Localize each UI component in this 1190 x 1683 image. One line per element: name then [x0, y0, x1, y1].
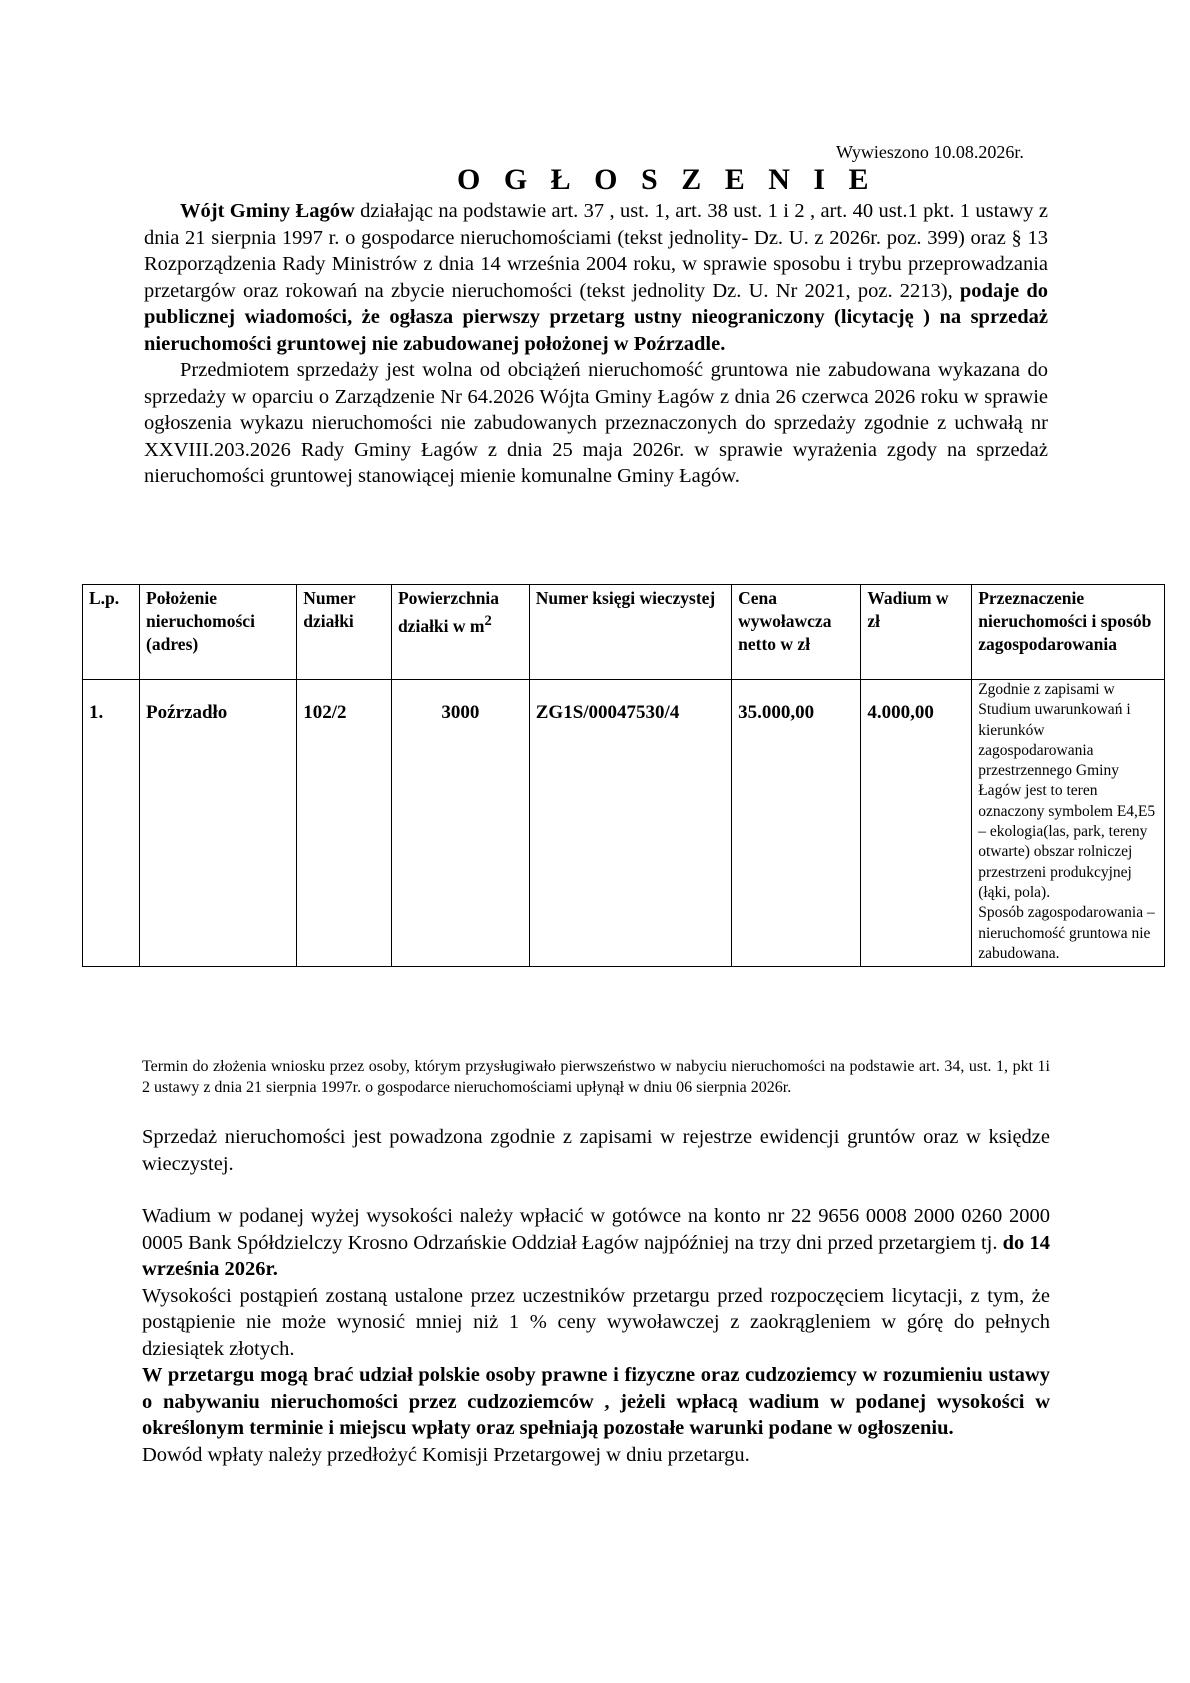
purpose-usage: Sposób zagospodarowania – nieruchomość gruntowa nie zabudowana. — [978, 904, 1155, 962]
intro-paragraph-1 — [144, 198, 1048, 357]
intro-section — [144, 198, 1048, 490]
cell-location: Poźrzadło — [140, 680, 297, 967]
terms-section — [142, 1124, 1050, 1468]
wadium-date: do 14 września 2026r. — [142, 1231, 1050, 1280]
cell-price: 35.000,00 — [732, 680, 861, 967]
header-price: Cena wywoławcza netto w zł — [732, 585, 861, 680]
cell-deposit: 4.000,00 — [861, 680, 972, 967]
header-lp: L.p. — [83, 585, 140, 680]
header-area — [391, 585, 529, 680]
header-location: Położenie nieruchomości (adres) — [140, 585, 297, 680]
header-area-label: Powierzchnia działki w m — [397, 588, 500, 636]
priority-deadline-note: Termin do złożenia wniosku przez osoby, którym przysługiwało pierwszeństwo w nabyciu nieruchomości na podstawie art. 34, ust. 1, pkt 1i 2 ustawy z dnia 21 sierpnia 1997r. o gospodarce nieruchomościami upłynął w dniu 06 sierpnia 2026r. — [142, 1058, 1050, 1096]
header-book: Numer księgi wieczystej — [529, 585, 731, 680]
wadium-paragraph — [142, 1203, 1050, 1283]
proof-paragraph: Dowód wpłaty należy przedłożyć Komisji Przetargowej w dniu przetargu. — [142, 1443, 750, 1466]
header-deposit: Wadium w zł — [861, 585, 972, 680]
page-title: O G Ł O S Z E N I E — [457, 163, 877, 196]
cell-book: ZG1S/00047530/4 — [529, 680, 731, 967]
intro-legal-basis: działając na podstawie art. 37 , ust. 1, art. 38 ust. 1 i 2 , art. 40 ust.1 pkt. 1 ustawy z dnia 21 sierpnia 1997 r. o gospodarce nieruchomościami (tekst jednolity- Dz. U. z 2026r. poz. 399) oraz § 13 Rozporządzenia Rady Ministrów z dnia 14 września 2004 roku, w sprawie sposobu i trybu przeprowadzania przetargów oraz rokowań na zbycie nieruchomości (tekst jednolity Dz. U. Nr 2021, poz. 2213), — [144, 200, 1048, 302]
intro-announcement: podaje do publicznej wiadomości, że ogłasza pierwszy przetarg ustny nieograniczony (licytację ) na sprzedaż nieruchomości gruntowej nie zabudowanej położonej w Poźrzadle. — [144, 279, 1048, 355]
header-purpose: Przeznaczenie nieruchomości i sposób zagospodarowania — [972, 585, 1165, 680]
sale-paragraph: Sprzedaż nieruchomości jest powadzona zgodnie z zapisami w rejestrze ewidencji gruntów oraz w księdze wieczystej. — [142, 1126, 1050, 1175]
wadium-text: Wadium w podanej wyżej wysokości należy wpłacić w gotówce na konto nr 22 9656 0008 2000 0260 2000 0005 Bank Spółdzielczy Krosno Odrzańskie Oddział Łagów najpóźniej na trzy dni przed przetargiem tj. — [142, 1205, 1050, 1254]
intro-paragraph-2: Przedmiotem sprzedaży jest wolna od obciążeń nieruchomość gruntowa nie zabudowana wykazana do sprzedaży w oparciu o Zarządzenie Nr 64.2026 Wójta Gminy Łagów z dnia 26 czerwca 2026 roku w sprawie ogłoszenia wykazu nieruchomości nie zabudowanych przeznaczonych do sprzedaży zgodnie z uchwałą nr XXVIII.203.2026 Rady Gminy Łagów z dnia 25 maja 2026r. w sprawie wyrażenia zgody na sprzedaż nieruchomości gruntowej stanowiącej mienie komunalne Gminy Łagów. — [144, 359, 1048, 487]
cell-area: 3000 — [391, 680, 529, 967]
participants-text: W przetargu mogą brać udział polskie osoby prawne i fizyczne oraz cudzoziemcy w rozumieniu ustawy o nabywaniu nieruchomości przez cudzoziemców , jeżeli wpłacą wadium w podanej wysokości w określonym terminie i miejscu wpłaty oraz spełniają pozostałe warunki podane w ogłoszeniu. — [142, 1364, 1050, 1439]
cell-purpose — [972, 680, 1165, 967]
header-area-sup: 2 — [484, 613, 492, 629]
cell-parcel: 102/2 — [297, 680, 392, 967]
table-header-row — [83, 585, 1165, 680]
bid-steps-paragraph: Wysokości postąpień zostaną ustalone przez uczestników przetargu przed rozpoczęciem licytacji, z tym, że postąpienie nie może wynosić mniej niż 1 % ceny wywoławczej z zaokrągleniem w górę do pełnych dziesiątek złotych. — [142, 1284, 1050, 1360]
purpose-text: Zgodnie z zapisami w Studium uwarunkowań i kierunków zagospodarowania przestrzennego Gminy Łagów jest to teren oznaczony symbolem E4,E5 – ekologia(las, park, tereny otwarte) obszar rolniczej przestrzeni produkcyjnej (łąki, pola). — [978, 681, 1156, 901]
table-row — [83, 680, 1165, 967]
participants-paragraph — [142, 1362, 1050, 1442]
intro-authority: Wójt Gminy Łagów — [180, 200, 355, 222]
parcel-table — [82, 584, 1165, 967]
posted-date: Wywieszono 10.08.2026r. — [836, 142, 1024, 162]
paragraph-spacer — [142, 1177, 1050, 1203]
cell-lp: 1. — [83, 680, 140, 967]
header-parcel: Numer działki — [297, 585, 392, 680]
